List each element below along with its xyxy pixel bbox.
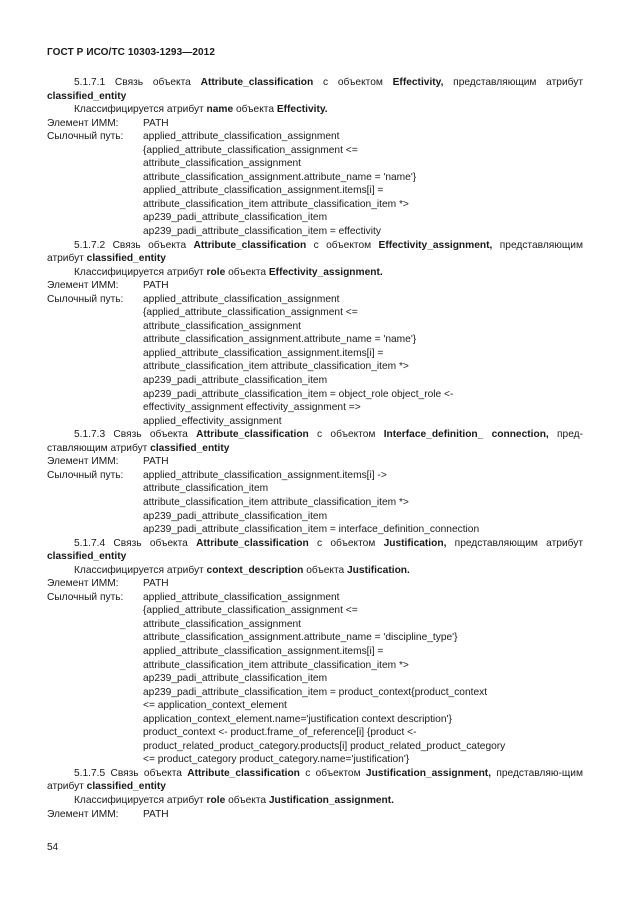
heading-segment: 5.1.7.2 Связь объекта [74, 239, 194, 251]
classified-segment: role [206, 794, 226, 806]
reference-path-line: attribute_classification_item attribute_classification_item *> [143, 198, 409, 210]
heading-segment: представляющим атрибут [47, 239, 583, 265]
heading-segment: представляющим атрибут [446, 537, 584, 549]
classified-segment: объекта [233, 104, 277, 116]
heading-segment: пред-ставляющим атрибут [47, 429, 584, 454]
classified-segment: Justification_assignment. [268, 794, 395, 806]
heading-segment: Justification, [383, 537, 447, 549]
reference-path-line: application_context_element.name='justification context description'} [143, 713, 452, 725]
heading-segment: представляю-щим атрибут [47, 767, 583, 793]
heading-segment: 5.1.7.3 Связь объекта [74, 429, 197, 441]
reference-path-line: attribute_classification_assignment.attribute_name = 'name'} [143, 334, 417, 346]
heading-segment: classified_entity [86, 253, 166, 265]
reference-path-line: {applied_attribute_classification_assignment <= [143, 307, 358, 319]
element-label: Элемент ИММ: [47, 456, 119, 468]
reference-path-line: attribute_classification_item attribute_classification_item *> [143, 361, 409, 373]
element-row [47, 279, 583, 293]
path-value: applied_attribute_classification_assignment [143, 131, 340, 143]
reference-path-line: product_related_product_category.products[i] product_related_product_category [143, 740, 506, 752]
element-value: PATH [143, 280, 169, 292]
reference-path-line: ap239_padi_attribute_classification_item [143, 673, 328, 685]
reference-path-line [47, 469, 583, 483]
reference-path-line: ap239_padi_attribute_classification_item = effectivity [143, 226, 381, 238]
reference-path-line: applied_effectivity_assignment [143, 415, 282, 427]
element-value: PATH [143, 808, 169, 820]
heading-segment: Effectivity, [392, 77, 444, 88]
heading-segment: с объектом [313, 77, 393, 88]
heading-segment: Attribute_classification [193, 239, 307, 251]
element-row [47, 117, 583, 131]
heading-segment: представляющим атрибут [443, 77, 584, 88]
reference-path-line: ap239_padi_attribute_classification_item = object_role object_role <- [143, 388, 454, 400]
reference-path-line: attribute_classification_assignment [143, 158, 301, 170]
reference-path-line: attribute_classification_assignment [143, 618, 301, 630]
reference-path-line [47, 293, 583, 307]
heading-segment: Attribute_classification [196, 537, 309, 549]
reference-path-line: ap239_padi_attribute_classification_item [143, 212, 328, 224]
path-value: applied_attribute_classification_assignment [143, 591, 340, 603]
element-label: Элемент ИММ: [47, 117, 119, 129]
section-4 [47, 537, 583, 767]
element-value: PATH [143, 456, 169, 468]
section-heading [47, 428, 583, 455]
section-heading [47, 537, 583, 564]
path-value: applied_attribute_classification_assignment [143, 293, 340, 305]
heading-segment: Attribute_classification [200, 77, 314, 88]
reference-path-line [47, 130, 583, 144]
heading-segment: 5.1.7.1 Связь объекта [74, 77, 201, 88]
heading-segment: Interface_definition_ connection, [383, 429, 549, 441]
element-row [47, 808, 583, 822]
classified-segment: context_description [206, 564, 304, 576]
classified-segment: объекта [225, 794, 269, 806]
section-heading [47, 76, 583, 103]
reference-path-line: attribute_classification_item attribute_classification_item *> [143, 496, 409, 508]
path-label: Сылочный путь: [47, 293, 124, 305]
heading-segment: Attribute_classification [187, 767, 300, 779]
element-label: Элемент ИММ: [47, 578, 119, 590]
heading-segment: 5.1.7.4 Связь объекта [74, 537, 197, 549]
reference-path-line: attribute_classification_assignment.attribute_name = 'name'} [143, 171, 417, 183]
page-number: 54 [47, 842, 59, 853]
classified-segment: name [206, 104, 234, 116]
element-row [47, 577, 583, 591]
classified-attribute-line [47, 564, 583, 578]
section-heading [47, 239, 583, 266]
section-3 [47, 428, 583, 536]
reference-path-line: attribute_classification_assignment [143, 320, 301, 332]
section-5 [47, 767, 583, 821]
element-value: PATH [143, 117, 169, 129]
classified-segment: объекта [303, 564, 348, 576]
section-heading [47, 767, 583, 794]
reference-path-line: applied_attribute_classification_assignment.items[i] = [143, 645, 384, 657]
heading-segment: classified_entity [47, 551, 127, 563]
classified-segment: Effectivity. [276, 104, 328, 116]
reference-path-line: <= application_context_element [143, 700, 287, 712]
classified-segment: role [206, 266, 226, 278]
classified-segment: объекта [225, 266, 269, 278]
reference-path-line [47, 591, 583, 605]
reference-path-line: applied_attribute_classification_assignment.items[i] = [143, 347, 384, 359]
classified-segment: Effectivity_assignment. [268, 266, 383, 278]
classified-segment: Классифицируется атрибут [74, 564, 207, 576]
path-label: Сылочный путь: [47, 131, 124, 143]
reference-path-line: ap239_padi_attribute_classification_item [143, 375, 328, 387]
reference-path-line: ap239_padi_attribute_classification_item = product_context{product_context [143, 686, 488, 698]
element-row [47, 455, 583, 469]
heading-segment: classified_entity [86, 781, 166, 793]
reference-path-line: applied_attribute_classification_assignment.items[i] = [143, 185, 384, 197]
reference-path-line: {applied_attribute_classification_assignment <= [143, 605, 358, 617]
heading-segment: 5.1.7.5 Связь объекта [74, 767, 188, 779]
reference-path-line: <= product_category product_category.name='justification'} [143, 754, 410, 766]
reference-path-line: attribute_classification_assignment.attribute_name = 'discipline_type'} [143, 632, 458, 644]
reference-path-line: ap239_padi_attribute_classification_item = interface_definition_connection [143, 524, 480, 536]
path-value: applied_attribute_classification_assignment.items[i] -> [143, 469, 387, 481]
element-label: Элемент ИММ: [47, 280, 119, 292]
reference-path-line: {applied_attribute_classification_assignment <= [143, 144, 358, 156]
heading-segment: Effectivity_assignment, [378, 239, 493, 251]
reference-path-line: product_context <- product.frame_of_reference[i] {product <- [143, 727, 417, 739]
section-2 [47, 239, 583, 429]
heading-segment: classified_entity [150, 442, 230, 454]
reference-path-line: effectivity_assignment effectivity_assignment => [143, 402, 361, 414]
reference-path-line: ap239_padi_attribute_classification_item [143, 510, 328, 522]
classified-attribute-line [47, 103, 583, 117]
heading-segment: с объектом [308, 537, 384, 549]
heading-segment: с объектом [299, 767, 366, 779]
classified-attribute-line [47, 794, 583, 808]
path-label: Сылочный путь: [47, 591, 124, 603]
heading-segment: с объектом [306, 239, 379, 251]
document-body [47, 76, 583, 821]
section-1 [47, 76, 583, 239]
classified-attribute-line [47, 266, 583, 280]
reference-path-line: attribute_classification_item attribute_classification_item *> [143, 659, 409, 671]
reference-path-line: attribute_classification_item [143, 483, 269, 495]
heading-segment: Attribute_classification [196, 429, 309, 441]
element-value: PATH [143, 578, 169, 590]
classified-segment: Justification. [347, 564, 410, 576]
path-label: Сылочный путь: [47, 469, 124, 481]
heading-segment: с объектом [308, 429, 384, 441]
classified-segment: Классифицируется атрибут [74, 104, 207, 116]
heading-segment: classified_entity [47, 90, 127, 102]
classified-segment: Классифицируется атрибут [74, 266, 207, 278]
page-header-title: ГОСТ Р ИСО/ТС 10303-1293—2012 [47, 47, 215, 58]
heading-segment: Justification_assignment, [365, 767, 492, 779]
classified-segment: Классифицируется атрибут [74, 794, 207, 806]
element-label: Элемент ИММ: [47, 808, 119, 820]
